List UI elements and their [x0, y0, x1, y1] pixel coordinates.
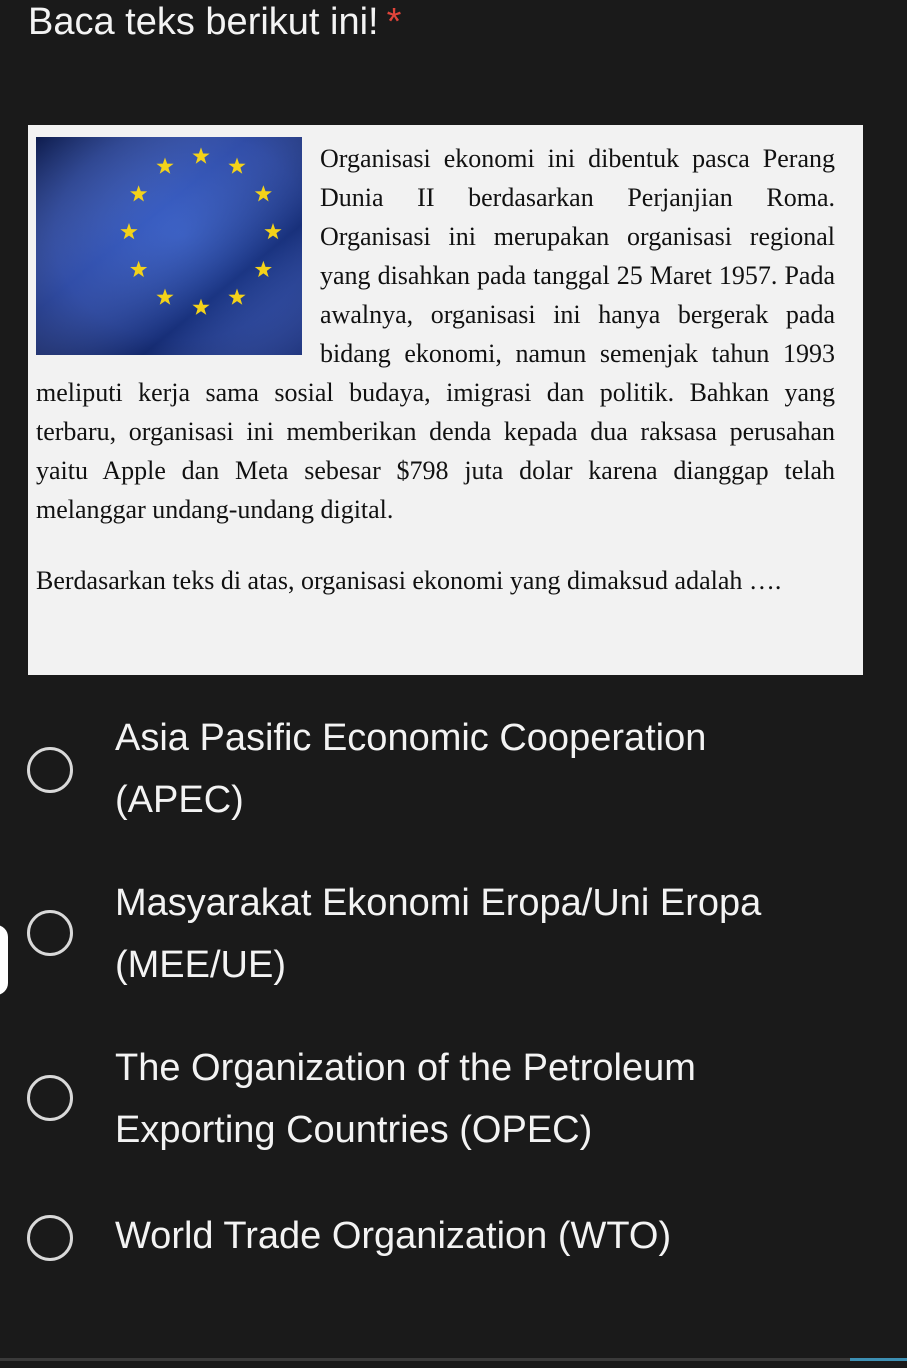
radio-button[interactable]: [27, 1215, 73, 1261]
option-label[interactable]: The Organization of the Petroleum Exporting Countries (OPEC): [115, 1047, 696, 1151]
option-label[interactable]: World Trade Organization (WTO): [115, 1215, 672, 1257]
question-title-text: Baca teks berikut ini!: [28, 1, 379, 43]
passage-paragraph-2: Berdasarkan teks di atas, organisasi ekonomi yang dimaksud adalah ….: [36, 566, 782, 595]
eu-flag-image: [36, 137, 302, 355]
radio-button[interactable]: [27, 1075, 73, 1121]
option-label[interactable]: Masyarakat Ekonomi Eropa/Uni Eropa (MEE/UE): [115, 882, 762, 986]
bottom-divider: [0, 1358, 907, 1361]
question-image: [28, 125, 863, 675]
radio-button[interactable]: [27, 747, 73, 793]
bottom-accent: [850, 1358, 907, 1361]
question-title: [28, 0, 401, 44]
passage-paragraph-1: Organisasi ekonomi ini dibentuk pasca Perang Dunia II berdasarkan Perjanjian Roma. Organisasi ini merupakan organisasi regional yang disahkan pada tanggal 25 Maret 1957. Pada awalnya, organisasi ini hanya bergerak pada bidang ekonomi, namun semenjak tahun 1993 meliputi kerja sama sosial budaya, imigrasi dan politik. Bahkan yang terbaru, organisasi ini memberikan denda kepada dua raksasa perusahan yaitu Apple dan Meta sebesar $798 juta dolar karena dianggap telah melanggar undang-undang digital.: [36, 144, 835, 524]
selection-indicator: [0, 925, 8, 995]
required-asterisk: *: [386, 1, 402, 43]
radio-button[interactable]: [27, 910, 73, 956]
option-label[interactable]: Asia Pasific Economic Cooperation (APEC): [115, 717, 707, 821]
